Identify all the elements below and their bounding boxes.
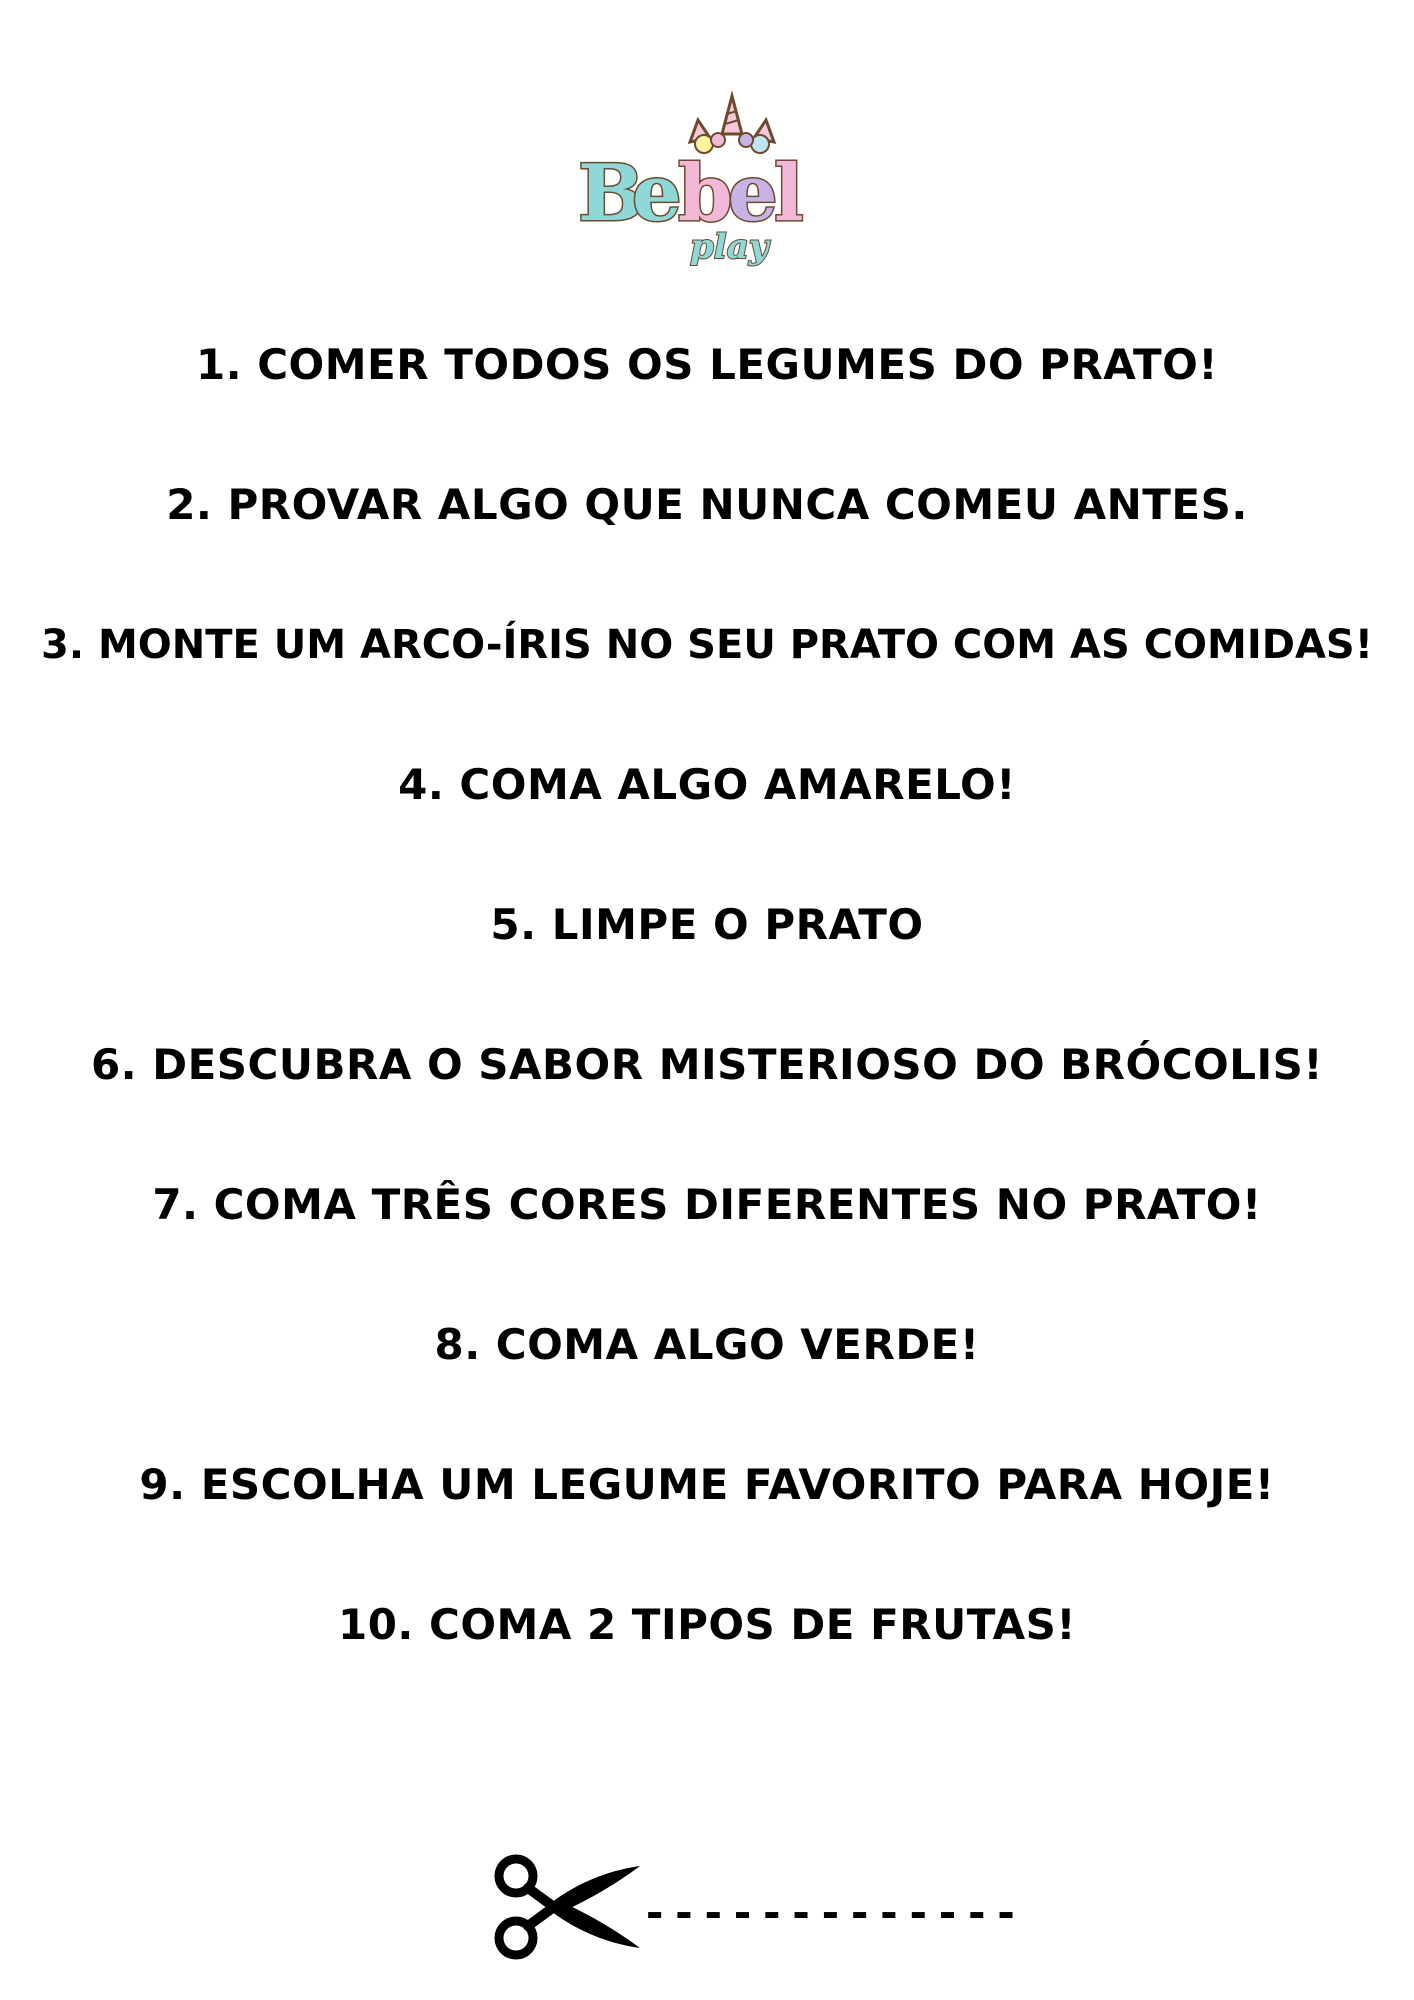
challenge-item-4: 4. COMA ALGO AMARELO!: [398, 760, 1016, 809]
challenge-item-10: 10. COMA 2 TIPOS DE FRUTAS!: [337, 1600, 1077, 1649]
challenge-list: [0, 340, 1414, 1740]
cut-line: [492, 1852, 1072, 1962]
unicorn-horn-icon: [722, 96, 742, 134]
svg-text:b: b: [678, 148, 733, 239]
svg-text:play: play: [690, 227, 769, 267]
scissors-icon: [492, 1852, 642, 1962]
challenge-item-5: 5. LIMPE O PRATO: [490, 900, 924, 949]
challenge-item-7: 7. COMA TRÊS CORES DIFERENTES NO PRATO!: [152, 1180, 1262, 1229]
cut-dashes: -------------: [642, 1887, 1023, 1937]
svg-text:B: B: [578, 148, 644, 239]
challenge-item-6: 6. DESCUBRA O SABOR MISTERIOSO DO BRÓCOLIS!: [90, 1040, 1324, 1089]
challenge-item-1: 1. COMER TODOS OS LEGUMES DO PRATO!: [195, 340, 1219, 389]
svg-text:e: e: [728, 148, 778, 239]
challenge-item-3: 3. MONTE UM ARCO-ÍRIS NO SEU PRATO COM AS COMIDAS!: [41, 622, 1373, 668]
challenge-item-2: 2. PROVAR ALGO QUE NUNCA COMEU ANTES.: [166, 480, 1248, 529]
bebel-play-logo: [570, 90, 840, 270]
svg-text:e: e: [632, 148, 682, 239]
challenge-item-9: 9. ESCOLHA UM LEGUME FAVORITO PARA HOJE!: [139, 1460, 1275, 1509]
svg-text:l: l: [774, 148, 804, 239]
challenge-item-8: 8. COMA ALGO VERDE!: [434, 1320, 980, 1369]
